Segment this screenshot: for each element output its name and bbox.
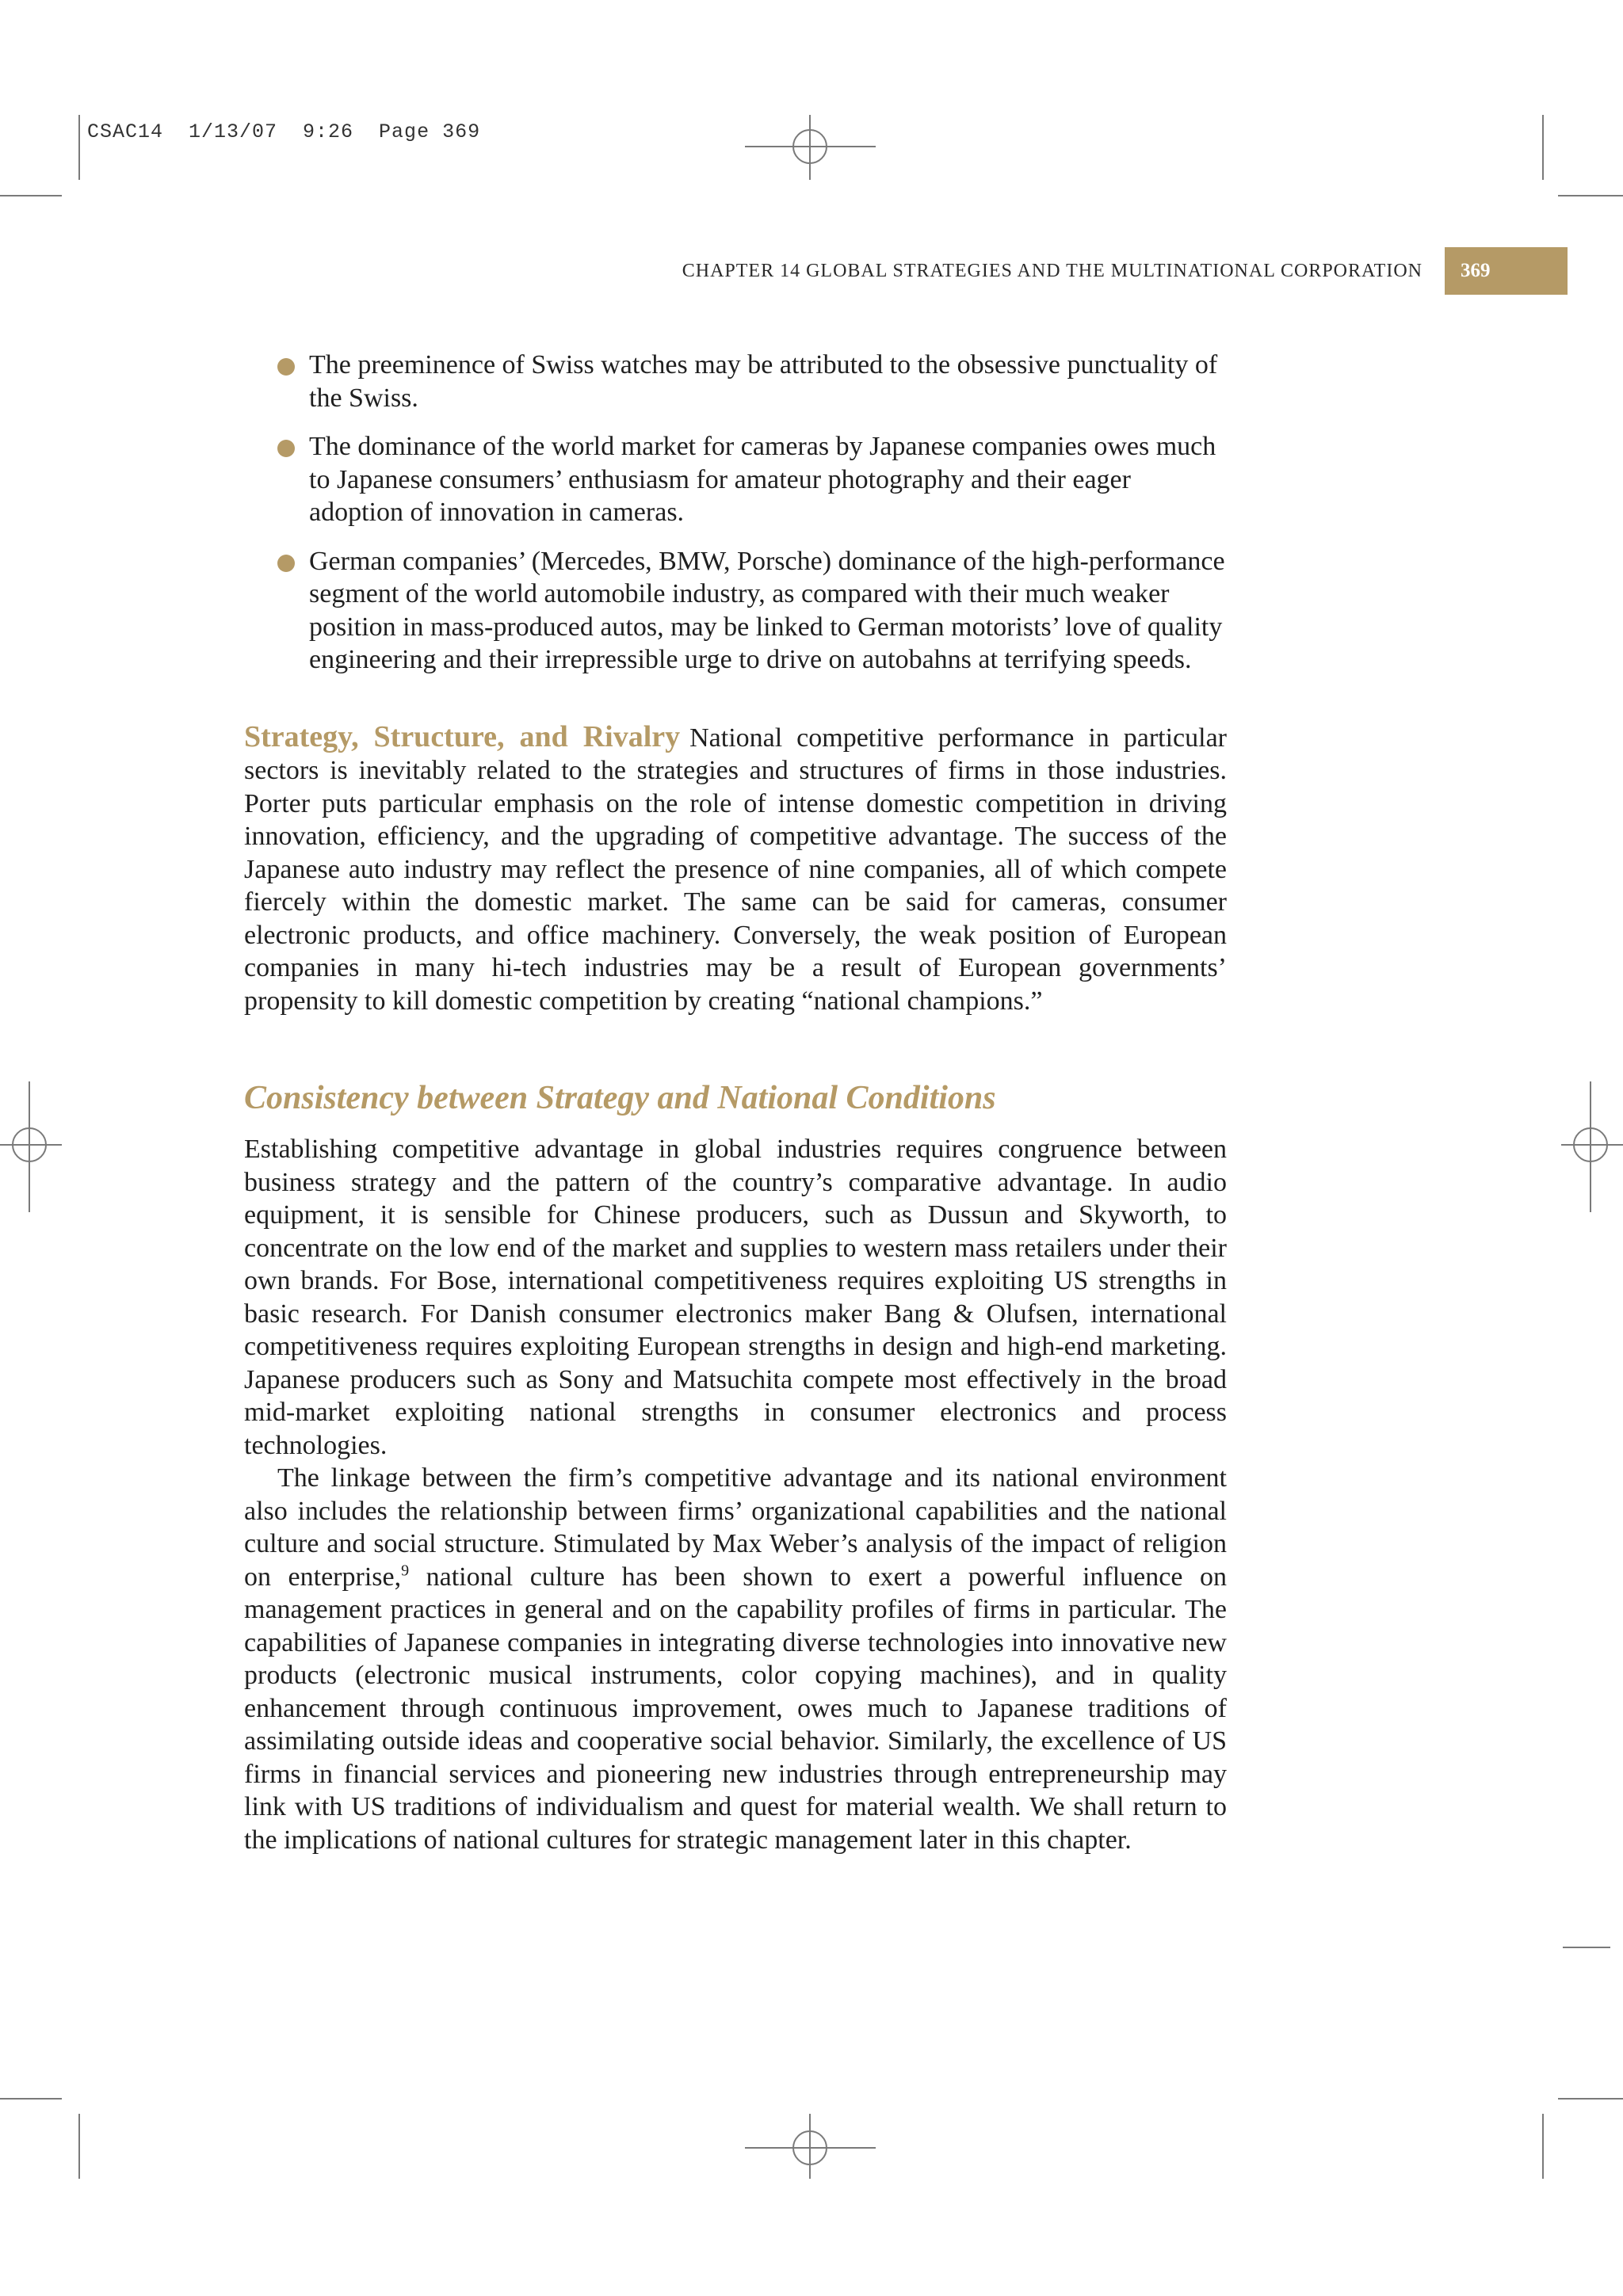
crop-mark-bottom-left-h (0, 2098, 62, 2100)
strategy-structure-rivalry-paragraph (244, 721, 1227, 1018)
body-paragraph (244, 1462, 1227, 1856)
body-paragraph: Establishing competitive advantage in global industries requires congruence between business strategy and the pattern of the country’s comparative advantage. In audio equipment, it is sensible for Chinese producers, such as Dussun and Skyworth, to concentrate on the low end of the market and supplies to western mass retailers under their own brands. For Bose, international competitiveness requires exploiting US strengths in basic research. For Danish consumer electronics maker Bang & Olufsen, international competitiveness requires exploiting European strengths in design and high-end marketing. Japanese producers such as Sony and Matsuchita compete most effectively in the broad mid-market exploiting national strengths in consumer electronics and process technologies. (244, 1135, 1227, 1460)
chapter-title: CHAPTER 14 GLOBAL STRATEGIES AND THE MULTINATIONAL CORPORATION (682, 260, 1423, 281)
bullet-item: German companies’ (Mercedes, BMW, Porsche) dominance of the high-performance segment of the world automobile industry, as compared with their much weaker position in mass-produced autos, may be linked to German motorists’ love of quality engineering and their irrepressible urge to drive on autobahns at terrifying speeds. (309, 545, 1227, 677)
crop-mark-bottom-right-h (1558, 2098, 1623, 2100)
crop-mark-bottom-left-v (78, 2114, 80, 2179)
paragraph-text: national culture has been shown to exert a powerful influence on management practices in general and on the capability profiles of firms in particular. The capabilities of Japanese companies in integrating diverse technologies into innovative new products (electronic musical instruments, color copying machines), and in quality enhancement through continuous improvement, owes much to Japanese traditions of assimilating outside ideas and cooperative social behavior. Similarly, the excellence of US firms in financial services and pioneering new industries through entrepreneurship may link with US traditions of individualism and quest for material wealth. We shall return to the implications of national cultures for strategic management later in this chapter. (244, 1562, 1227, 1855)
crop-mark-right-mid (1563, 1947, 1610, 1948)
page-number: 369 (1445, 247, 1568, 295)
crop-mark-top-right-h (1558, 195, 1623, 196)
printer-slug: CSAC14 1/13/07 9:26 Page 369 (87, 120, 481, 143)
bullet-item: The dominance of the world market for cameras by Japanese companies owes much to Japanese consumers’ enthusiasm for amateur photography and their eager adoption of innovation in cameras. (309, 430, 1227, 529)
page-body (244, 349, 1227, 1856)
footnote-reference[interactable]: 9 (401, 1562, 410, 1580)
crop-mark-bottom-right-v (1542, 2114, 1544, 2179)
paragraph-text: The linkage between the firm’s competitive advantage and its national environment also includes the relationship between firms’ organizational capabilities and the national culture and social structure. Stimulated by Max Weber’s analysis of the impact of religion on enterprise, (244, 1463, 1227, 1592)
running-head (0, 247, 1568, 295)
crop-mark-top-left-h (0, 195, 62, 196)
section-heading: Consistency between Strategy and National Conditions (244, 1080, 996, 1116)
strategy-paragraph-text: National competitive performance in particular sectors is inevitably related to the strategies and structures of firms in those industries. Porter puts particular emphasis on the role of intense domestic competition in driving innovation, efficiency, and the upgrading of competitive advantage. The success of the Japanese auto industry may reflect the presence of nine companies, all of which compete fiercely within the domestic market. The same can be said for cameras, consumer electronic products, and office machinery. Conversely, the weak position of European companies in many hi-tech industries may be a result of European governments’ propensity to kill domestic competition by creating “national champions.” (244, 723, 1227, 1016)
run-in-heading: Strategy, Structure, and Rivalry (244, 719, 681, 753)
crop-mark-top-left-v (78, 115, 80, 180)
bullet-list (244, 349, 1227, 677)
bullet-item: The preeminence of Swiss watches may be attributed to the obsessive punctuality of the Swiss. (309, 349, 1227, 414)
crop-mark-top-right-v (1542, 115, 1544, 180)
